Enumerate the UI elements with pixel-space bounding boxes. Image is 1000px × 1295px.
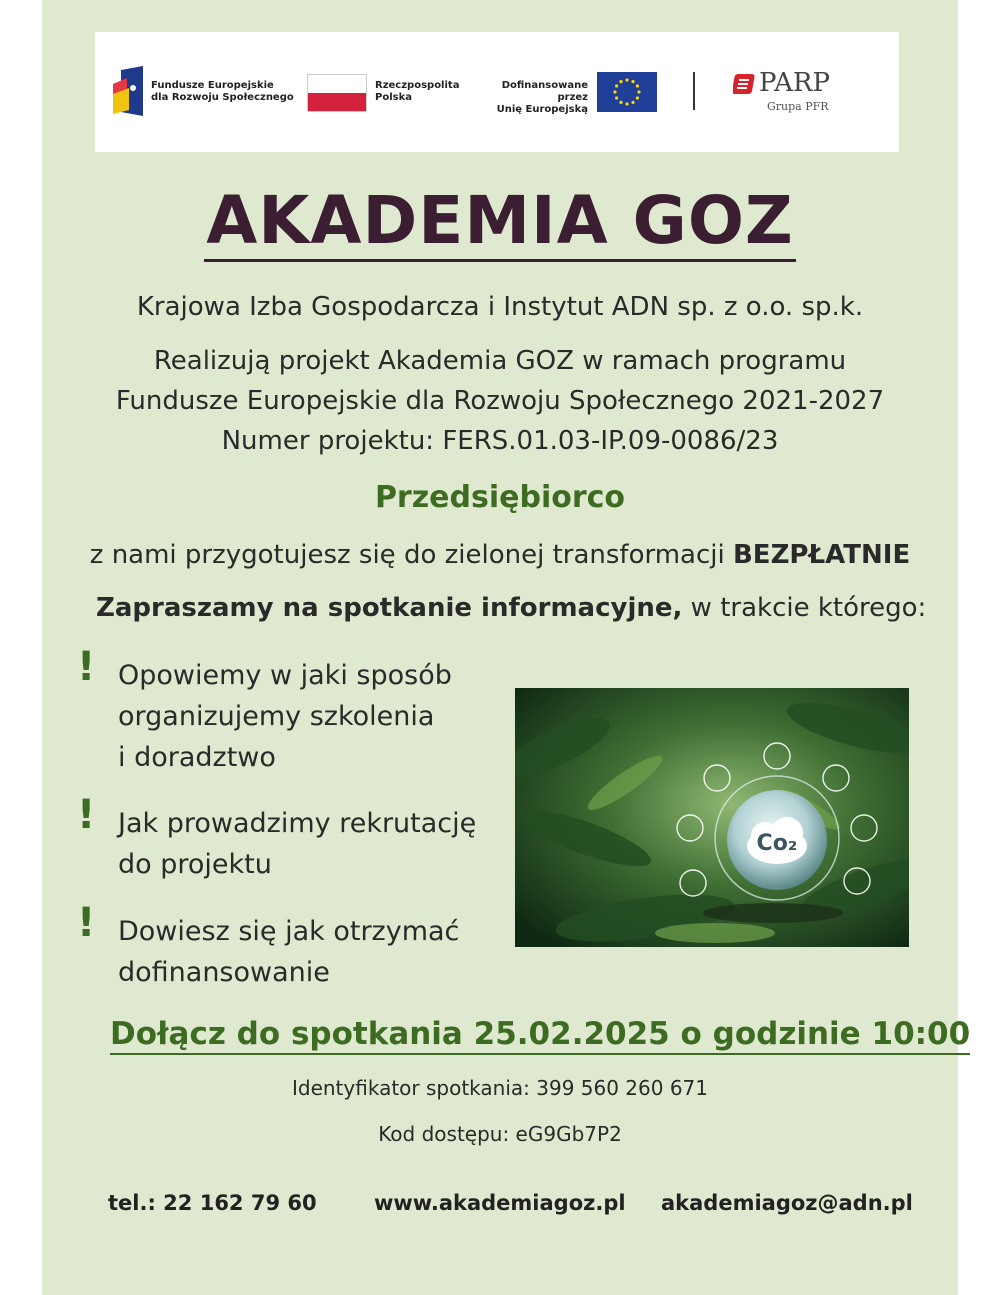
eu-star-icon [619,101,622,104]
eu-star-icon [636,96,639,99]
bullet-mark-1: ! [77,644,96,690]
project-number-line: Numer projektu: FERS.01.03-IP.09-0086/23 [221,426,779,456]
eu-star-icon [613,90,616,93]
eu-star-icon [625,102,628,105]
invite-bold: Zapraszamy na spotkanie informacyjne, [96,593,683,623]
fe-logo-icon [113,66,143,116]
eu-flag-icon [597,72,657,112]
bullet-text-3 [118,911,498,993]
fe-logo-line1: Fundusze Europejskie [151,80,274,91]
fe-logo-line2: dla Rozwoju Społecznego [151,92,294,103]
invite-rest: w trakcie którego: [682,593,927,623]
transform-line [0,540,1000,570]
bullet-1-line-1: Opowiemy w jaki sposób [118,660,452,691]
bullet-2-line-1: Jak prowadzimy rekrutację [118,808,477,839]
eu-star-icon [631,101,634,104]
eu-star-icon [615,84,618,87]
bullet-1-line-3: i doradztwo [118,742,276,773]
bullet-1-line-2: organizujemy szkolenia [118,701,435,732]
rp-logo-line2: Polska [375,92,412,103]
transform-text: z nami przygotujesz się do zielonej transformacji [89,540,733,570]
logo-divider [693,72,695,110]
bullet-text-2 [118,803,498,885]
project-line-1: Realizują projekt Akademia GOZ w ramach programu [153,346,847,376]
footer-phone: tel.: 22 162 79 60 [108,1191,317,1215]
footer-website-link[interactable]: www.akademiagoz.pl [374,1191,626,1215]
bullet-text-1 [118,655,498,778]
page-title [0,182,1000,259]
project-line-2: Fundusze Europejskie dla Rozwoju Społecznego 2021-2027 [115,386,885,416]
eu-star-icon [619,80,622,83]
transform-bold: BEZPŁATNIE [732,540,911,570]
bullet-2-line-2: do projektu [118,849,272,880]
co2-label: Co₂ [756,831,798,856]
invite-line [96,593,926,623]
parp-logo-sub: Grupa PFR [767,100,829,113]
eu-star-icon [637,90,640,93]
greeting-heading: Przedsiębiorco [374,480,626,515]
meeting-id: Identyfikator spotkania: 399 560 260 671 [291,1076,709,1100]
page-title-text: AKADEMIA GOZ [204,182,796,262]
ue-logo-line2: Unię Europejską [496,104,588,115]
bullet-3-line-1: Dowiesz się jak otrzymać [118,916,460,947]
organizers-line: Krajowa Izba Gospodarcza i Instytut ADN sp. z o.o. sp.k. [136,292,864,322]
ue-logo-text [478,80,588,116]
eu-star-icon [631,80,634,83]
bullet-mark-3: ! [77,900,96,946]
bullet-mark-2: ! [77,792,96,838]
rp-logo-line1: Rzeczpospolita [375,80,460,91]
fe-logo-text [151,80,294,104]
co2-forest-photo [515,688,909,947]
parp-logo-name: PARP [759,68,830,98]
rp-logo-text [375,80,459,104]
eu-star-icon [615,96,618,99]
eu-star-icon [636,84,639,87]
eu-star-icon [625,78,628,81]
ue-logo-line1: Dofinansowane przez [501,80,588,103]
logo-bar [95,32,899,152]
polish-flag-icon [307,74,367,112]
join-meeting-line: Dołącz do spotkania 25.02.2025 o godzinie 10:00 [110,1015,970,1055]
access-code: Kod dostępu: eG9Gb7P2 [378,1122,622,1146]
footer-email-link[interactable]: akademiagoz@adn.pl [661,1191,913,1215]
parp-logo-icon [733,74,755,94]
bullet-3-line-2: dofinansowanie [118,957,330,988]
